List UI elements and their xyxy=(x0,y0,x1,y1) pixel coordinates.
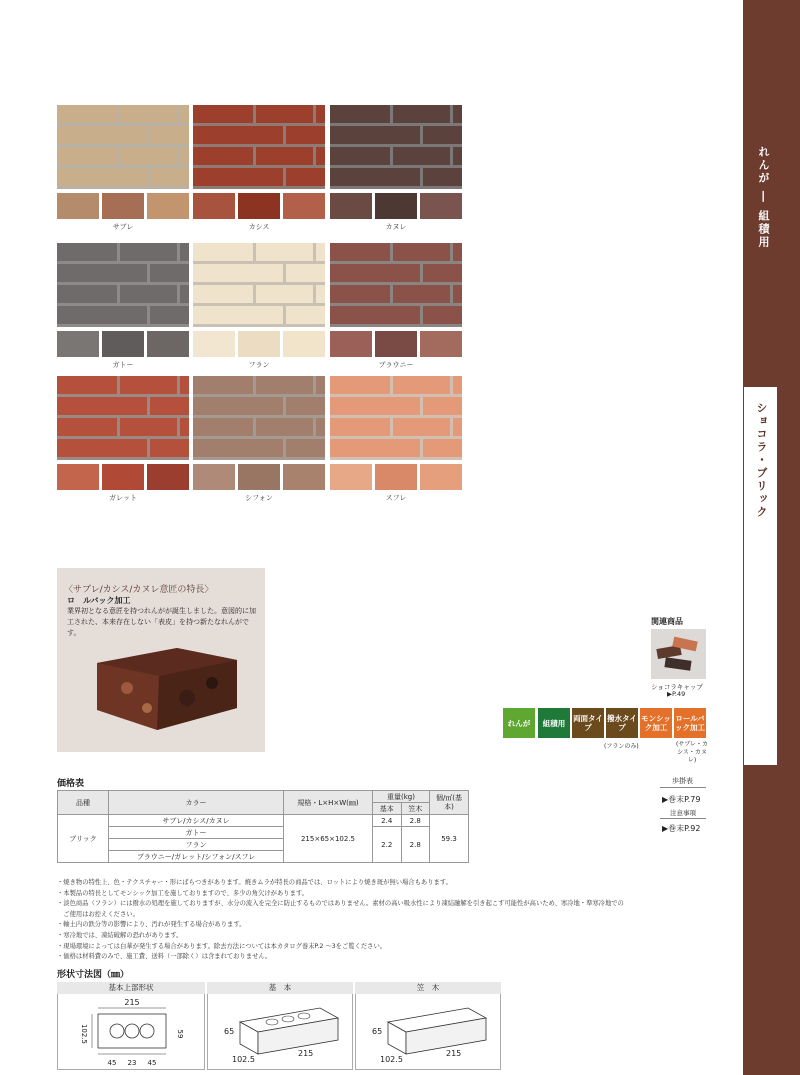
note-line: ご使用はお控えください。 xyxy=(57,910,139,918)
note-line: ・軸土内の鉄分等の影響により、汚れが発生する場合があります。 xyxy=(57,921,246,929)
swatch-tile xyxy=(283,331,325,357)
badge-note-roll: (サブレ・カシス・カヌレ) xyxy=(675,741,709,764)
cell-color-1: ガトー xyxy=(109,827,284,839)
feature-heading: ロ ルバック加工 xyxy=(67,596,131,605)
cell-kasagi-0: 2.8 xyxy=(401,815,430,827)
swatch-tile xyxy=(375,331,417,357)
swatch-tile xyxy=(193,464,235,490)
swatch-tile xyxy=(57,464,99,490)
swatch-6 xyxy=(330,243,462,371)
swatch-tile xyxy=(102,193,144,219)
swatch-tile xyxy=(238,464,280,490)
cell-color-2: フラン xyxy=(109,839,284,851)
swatch-tile xyxy=(147,331,189,357)
swatch-5 xyxy=(193,243,325,371)
feature-body: 業界初となる意匠を持つれんがが誕生しました。意図的に加工された、本来存在しない「表皮」を持つ新たなれんがです。 xyxy=(67,607,256,637)
swatch-tile xyxy=(375,193,417,219)
dim-top-h: 102.5 xyxy=(80,1023,88,1045)
swatch-tile xyxy=(147,464,189,490)
feature-box xyxy=(57,568,265,752)
kasagi-brick-drawing xyxy=(358,996,498,1068)
cell-color-0: サブレ/カシス/カヌレ xyxy=(109,815,284,827)
dim-top-a: 45 xyxy=(107,1059,117,1067)
side-tab-fill xyxy=(778,386,800,766)
feature-title: 〈サブレ/カシス/カヌレ意匠の特長〉 xyxy=(64,585,214,595)
ref-title-1: 注意事項 xyxy=(670,809,696,817)
ref-title-0: 歩掛表 xyxy=(672,777,693,785)
cell-kind: ブリック xyxy=(58,815,109,863)
note-line: ・現場環境によっては白華が発生する場合があります。除去方法については本カタログ巻末P.2 ～3をご覧ください。 xyxy=(57,942,387,950)
side-category-label: れんが ― 組積用 xyxy=(757,146,770,249)
dim-basic-l: 215 xyxy=(298,1049,314,1058)
price-title: 価格表 xyxy=(57,779,85,789)
swatch-tile xyxy=(420,464,462,490)
cell-base-1: 2.2 xyxy=(373,827,402,863)
related-title: 関連商品 xyxy=(651,617,683,626)
badge-rollback: ロールバック加工 xyxy=(674,708,706,738)
swatch-caption: スフレ xyxy=(385,494,407,502)
dims-title: 形状寸法図（㎜） xyxy=(57,970,130,980)
swatch-tile xyxy=(330,331,372,357)
swatch-caption: ブラウニー xyxy=(378,361,414,369)
related-product-page[interactable]: ▶P.49 xyxy=(667,690,686,698)
badge-double-sided: 両面タイプ xyxy=(572,708,604,738)
dim-basic-h: 65 xyxy=(224,1027,235,1036)
swatch-tile xyxy=(375,464,417,490)
swatch-tile xyxy=(193,331,235,357)
swatch-tile xyxy=(283,193,325,219)
note-line: ・本製品の特長としてモンシック加工を施しておりますので、多少の角欠けがあります。 xyxy=(57,889,308,897)
swatch-tile xyxy=(57,193,99,219)
badge-renga: れんが xyxy=(503,708,535,738)
price-table xyxy=(57,790,469,863)
th-kind: 品種 xyxy=(58,791,109,815)
dim-top-c: 45 xyxy=(147,1059,157,1067)
ref-page-1[interactable]: ▶巻末P.92 xyxy=(662,824,701,833)
swatch-4 xyxy=(57,243,189,371)
badge-sosekiyo: 組積用 xyxy=(538,708,570,738)
th-color: カラー xyxy=(109,791,284,815)
cell-kasagi-1: 2.8 xyxy=(401,827,430,863)
dim-top-b: 23 xyxy=(127,1059,137,1067)
note-line: ・淡色商品（フラン）には撥水の処理を施しておりますが、水分の流入を完全に防止するものではありません。素材の高い吸水性により凍結融解を引き起こす可能性が高いため、寒冷地・準寒冷地での xyxy=(57,900,624,908)
cell-color-3: ブラウニー/ガレット/シフォン/スフレ xyxy=(109,851,284,863)
dim-basic-d: 102.5 xyxy=(232,1055,255,1064)
th-spec: 規格・L×H×W(㎜) xyxy=(284,791,373,815)
side-tab-category xyxy=(743,0,800,386)
th-base: 基本 xyxy=(373,803,402,815)
dim-kasagi-l: 215 xyxy=(446,1049,462,1058)
cell-base-0: 2.4 xyxy=(373,815,402,827)
swatch-caption: カシス xyxy=(248,223,270,231)
swatch-tile xyxy=(420,193,462,219)
swatch-tile xyxy=(57,331,99,357)
dims-head-top: 基本上部形状 xyxy=(57,982,205,994)
ref-page-0[interactable]: ▶巻末P.79 xyxy=(662,795,701,804)
th-count: 個/㎡(基本) xyxy=(430,791,469,815)
swatch-caption: フラン xyxy=(248,361,270,369)
swatch-caption: ガトー xyxy=(112,361,134,369)
related-product-name: ショコラキャップ xyxy=(651,683,703,691)
badge-water-repellent: 撥水タイプ xyxy=(606,708,638,738)
swatch-tile xyxy=(238,331,280,357)
dim-kasagi-d: 102.5 xyxy=(380,1055,403,1064)
side-tab-bottom xyxy=(743,766,800,1075)
note-line: ・価格は材料費のみで、施工費、送料（一部除く）は含まれておりません。 xyxy=(57,953,272,961)
top-shape-drawing xyxy=(60,996,200,1068)
th-kasagi: 笠木 xyxy=(401,803,430,815)
swatch-caption: サブレ xyxy=(112,223,134,231)
cell-spec: 215×65×102.5 xyxy=(284,815,373,863)
swatch-1 xyxy=(57,105,189,233)
dims-head-basic: 基 本 xyxy=(207,982,353,994)
swatch-2 xyxy=(193,105,325,233)
swatch-tile xyxy=(147,193,189,219)
swatch-8 xyxy=(193,376,325,504)
note-line: ・寒冷地では、凍結破解の恐れがあります。 xyxy=(57,931,183,939)
swatch-tile xyxy=(330,193,372,219)
dim-kasagi-h: 65 xyxy=(372,1027,383,1036)
dims-head-kasagi: 笠 木 xyxy=(355,982,501,994)
side-product-label: ショコラ・ブリック xyxy=(755,402,768,519)
badge-note-water: (フランのみ) xyxy=(604,743,639,750)
basic-brick-drawing xyxy=(210,996,350,1068)
swatch-tile xyxy=(330,464,372,490)
swatch-tile xyxy=(193,193,235,219)
dim-top-side: 59 xyxy=(176,1029,184,1039)
note-line: ・焼き物の特性上、色・テクスチャー・形にばらつきがあります。焼きムラが特長の商品では、ロットにより焼き斑が無い場合もあります。 xyxy=(57,879,452,886)
badge-monsic: モンシック加工 xyxy=(640,708,672,738)
rollback-brick-image xyxy=(77,638,247,738)
swatch-tile xyxy=(283,464,325,490)
swatch-caption: シフォン xyxy=(245,494,273,502)
related-product-image[interactable] xyxy=(651,629,706,679)
th-weight: 重量(kg) xyxy=(373,791,430,803)
swatch-tile xyxy=(420,331,462,357)
notes xyxy=(57,878,737,963)
swatch-tile xyxy=(238,193,280,219)
swatch-9 xyxy=(330,376,462,504)
swatch-7 xyxy=(57,376,189,504)
cell-count: 59.3 xyxy=(430,815,469,863)
swatch-3 xyxy=(330,105,462,233)
swatch-caption: ガレット xyxy=(109,494,137,502)
swatch-tile xyxy=(102,464,144,490)
swatch-tile xyxy=(102,331,144,357)
swatch-caption: カヌレ xyxy=(385,223,407,231)
dim-top-w: 215 xyxy=(124,998,140,1007)
